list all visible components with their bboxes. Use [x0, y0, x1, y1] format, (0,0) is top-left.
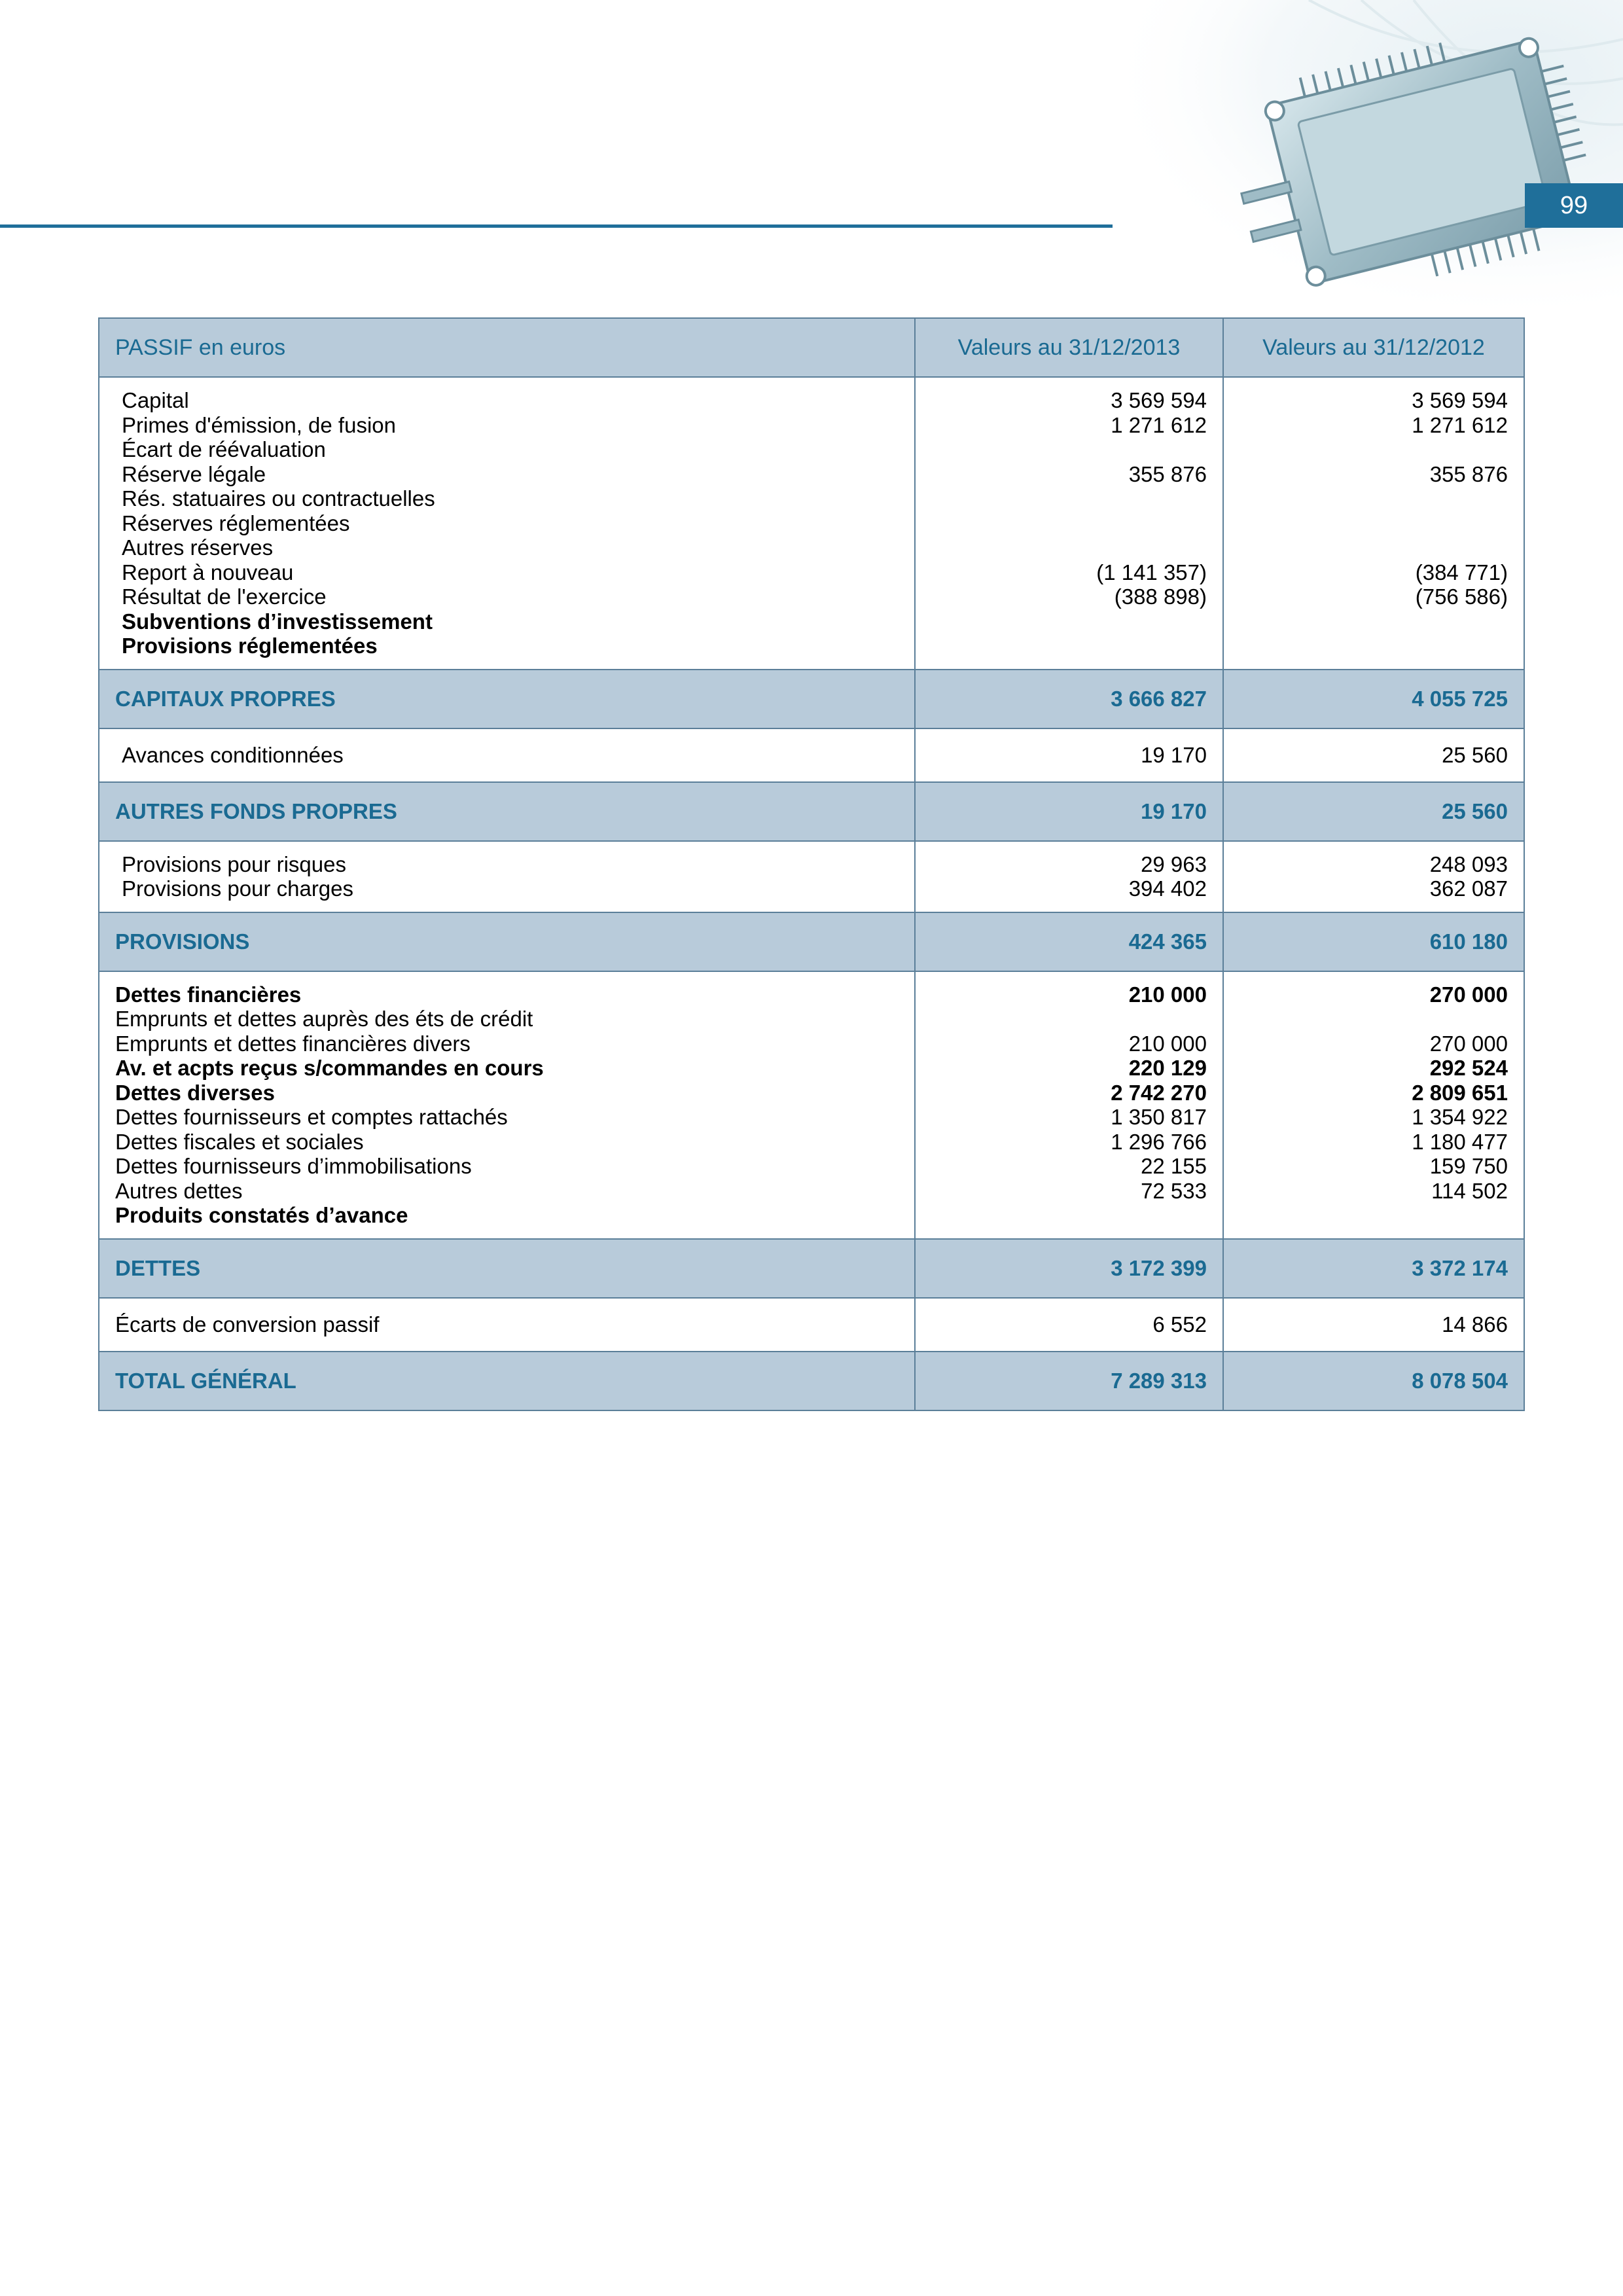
column-header-2012: Valeurs au 31/12/2012 — [1223, 318, 1524, 377]
total-general-row — [99, 1352, 1524, 1410]
provisions-values-2012 — [1223, 841, 1524, 912]
line-value: 394 402 — [1128, 876, 1207, 901]
line-value: 25 560 — [1223, 728, 1524, 782]
total-value-2012: 3 372 174 — [1223, 1239, 1524, 1298]
capitaux-values-2013 — [915, 377, 1223, 670]
line-label: Dettes fournisseurs d’immobilisations — [115, 1154, 472, 1178]
line-value — [916, 511, 1207, 536]
dettes-total-row — [99, 1239, 1524, 1298]
line-value: 19 170 — [915, 728, 1223, 782]
line-value — [916, 609, 1207, 634]
provisions-total-row — [99, 912, 1524, 971]
line-label: Subventions d’investissement — [122, 609, 433, 634]
total-label: AUTRES FONDS PROPRES — [99, 782, 915, 841]
line-value: 2 742 270 — [1111, 1080, 1207, 1105]
line-value: 355 876 — [1429, 461, 1508, 486]
line-value — [1224, 486, 1508, 511]
line-value — [916, 486, 1207, 511]
dettes-detail-block — [99, 971, 1524, 1239]
line-label: Provisions réglementées — [122, 634, 378, 658]
line-value: 2 809 651 — [1412, 1080, 1508, 1105]
line-label: Produits constatés d’avance — [115, 1203, 408, 1227]
capitaux-detail-block — [99, 377, 1524, 670]
total-value-2012: 25 560 — [1223, 782, 1524, 841]
line-label: Rés. statuaires ou contractuelles — [122, 486, 435, 511]
line-value — [1224, 511, 1508, 536]
line-value: 1 350 817 — [1111, 1105, 1207, 1129]
line-value: (388 898) — [1114, 584, 1207, 609]
line-label: Dettes diverses — [115, 1080, 275, 1105]
capitaux-propres-total-row — [99, 670, 1524, 728]
line-value — [1224, 609, 1508, 634]
line-value: 22 155 — [1141, 1154, 1207, 1178]
line-label: Écarts de conversion passif — [99, 1298, 915, 1352]
line-label: Autres réserves — [122, 535, 274, 560]
line-label: Résultat de l'exercice — [122, 584, 327, 609]
total-label: CAPITAUX PROPRES — [99, 670, 915, 728]
provisions-detail-block — [99, 841, 1524, 912]
column-header-2013: Valeurs au 31/12/2013 — [915, 318, 1223, 377]
line-value: 72 533 — [1141, 1178, 1207, 1203]
total-label: DETTES — [99, 1239, 915, 1298]
circuit-module-illustration — [1113, 0, 1623, 308]
line-value: 270 000 — [1429, 1031, 1508, 1056]
line-value: 1 271 612 — [1412, 412, 1508, 437]
line-value: 210 000 — [1128, 982, 1207, 1007]
line-label: Autres dettes — [115, 1178, 243, 1203]
total-value-2013: 3 666 827 — [915, 670, 1223, 728]
column-header-label: PASSIF en euros — [99, 318, 915, 377]
total-label: TOTAL GÉNÉRAL — [99, 1352, 915, 1410]
provisions-labels — [99, 841, 915, 912]
total-value-2013: 424 365 — [915, 912, 1223, 971]
autres-fonds-propres-total-row — [99, 782, 1524, 841]
line-value — [916, 1007, 1207, 1031]
line-label: Av. et acpts reçus s/commandes en cours — [115, 1056, 544, 1080]
total-value-2012: 610 180 — [1223, 912, 1524, 971]
line-value: 248 093 — [1429, 852, 1508, 876]
line-value: 14 866 — [1223, 1298, 1524, 1352]
line-value: 3 569 594 — [1412, 388, 1508, 412]
line-value: 1 296 766 — [1111, 1129, 1207, 1154]
line-value: 29 963 — [1141, 852, 1207, 876]
dettes-labels — [99, 971, 915, 1239]
table-header-row — [99, 318, 1524, 377]
capitaux-values-2012 — [1223, 377, 1524, 670]
line-label: Emprunts et dettes auprès des éts de crédit — [115, 1007, 533, 1031]
total-value-2013: 19 170 — [915, 782, 1223, 841]
total-value-2013: 7 289 313 — [915, 1352, 1223, 1410]
line-value — [1224, 437, 1508, 462]
total-value-2012: 4 055 725 — [1223, 670, 1524, 728]
line-label: Dettes financières — [115, 982, 302, 1007]
line-label: Capital — [122, 388, 189, 412]
total-value-2012: 8 078 504 — [1223, 1352, 1524, 1410]
line-value — [916, 634, 1207, 658]
line-label: Primes d'émission, de fusion — [122, 412, 396, 437]
dettes-values-2012 — [1223, 971, 1524, 1239]
line-value — [916, 535, 1207, 560]
line-label: Provisions pour charges — [122, 876, 354, 901]
line-value: 159 750 — [1429, 1154, 1508, 1178]
line-value: 6 552 — [915, 1298, 1223, 1352]
line-value — [1224, 535, 1508, 560]
line-value: 114 502 — [1431, 1178, 1508, 1203]
line-value: 270 000 — [1429, 982, 1508, 1007]
line-value: 292 524 — [1429, 1056, 1508, 1080]
line-label: Report à nouveau — [122, 560, 294, 584]
total-label: PROVISIONS — [99, 912, 915, 971]
line-value: 1 271 612 — [1111, 412, 1207, 437]
line-label: Réserve légale — [122, 461, 266, 486]
line-value — [916, 1203, 1207, 1228]
ecarts-conversion-row — [99, 1298, 1524, 1352]
total-value-2013: 3 172 399 — [915, 1239, 1223, 1298]
line-value: (756 586) — [1415, 584, 1508, 609]
line-value — [1224, 1007, 1508, 1031]
line-label: Réserves réglementées — [122, 511, 350, 535]
line-value: (384 771) — [1415, 560, 1508, 584]
line-value — [916, 437, 1207, 462]
line-value: 362 087 — [1429, 876, 1508, 901]
line-value: 1 354 922 — [1412, 1105, 1508, 1129]
line-value: 210 000 — [1128, 1031, 1207, 1056]
line-value: 355 876 — [1128, 461, 1207, 486]
line-label: Avances conditionnées — [99, 728, 915, 782]
header-rule — [0, 224, 1113, 228]
provisions-values-2013 — [915, 841, 1223, 912]
line-value: 1 180 477 — [1412, 1129, 1508, 1154]
line-label: Dettes fournisseurs et comptes rattachés — [115, 1105, 508, 1129]
line-label: Emprunts et dettes financières divers — [115, 1031, 471, 1056]
line-value — [1224, 634, 1508, 658]
avances-row — [99, 728, 1524, 782]
line-label: Provisions pour risques — [122, 852, 346, 876]
capitaux-labels — [99, 377, 915, 670]
line-value: 220 129 — [1128, 1056, 1207, 1080]
line-label: Écart de réévaluation — [122, 437, 326, 461]
line-value: 3 569 594 — [1111, 388, 1207, 412]
dettes-values-2013 — [915, 971, 1223, 1239]
passif-balance-table — [98, 317, 1525, 1411]
line-value — [1224, 1203, 1508, 1228]
line-value: (1 141 357) — [1096, 560, 1207, 584]
page-number: 99 — [1525, 183, 1623, 228]
line-label: Dettes fiscales et sociales — [115, 1129, 364, 1154]
